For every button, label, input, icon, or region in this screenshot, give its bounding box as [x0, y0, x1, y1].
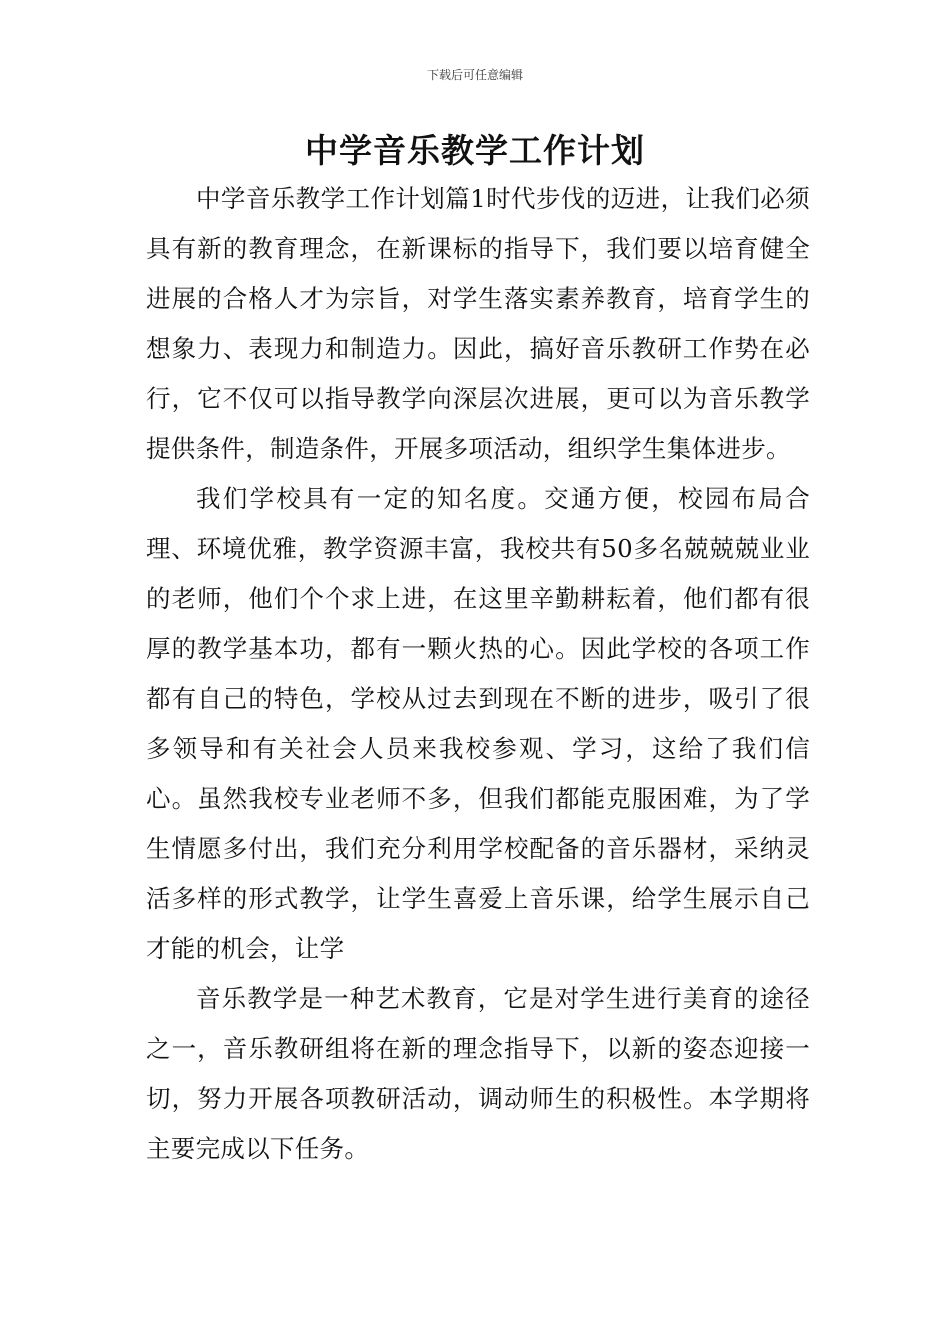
paragraph-2: 我们学校具有一定的知名度。交通方便，校园布局合理、环境优雅，教学资源丰富，我校共有50多名兢兢兢业业的老师，他们个个求上进，在这里辛勤耕耘着，他们都有很厚的教学基本功，都有一颗火热的心。因此学校的各项工作都有自己的特色，学校从过去到现在不断的进步，吸引了很多领导和有关社会人员来我校参观、学习，这给了我们信心。虽然我校专业老师不多，但我们都能克服困难，为了学生情愿多付出，我们充分利用学校配备的音乐器材，采纳灵活多样的形式教学，让学生喜爱上音乐课，给学生展示自己才能的机会，让学	[146, 484, 810, 963]
document-title: 中学音乐教学工作计划	[305, 131, 645, 170]
page-header-note: 下载后可任意编辑	[426, 68, 523, 82]
paragraph-1: 中学音乐教学工作计划篇1时代步伐的迈进，让我们必须具有新的教育理念，在新课标的指导下，我们要以培育健全进展的合格人才为宗旨，对学生落实素养教育，培育学生的想象力、表现力和制造力。因此，搞好音乐教研工作势在必行，它不仅可以指导教学向深层次进展，更可以为音乐教学提供条件，制造条件，开展多项活动，组织学生集体进步。	[146, 184, 810, 463]
paragraph-3: 音乐教学是一种艺术教育，它是对学生进行美育的途径之一，音乐教研组将在新的理念指导下，以新的姿态迎接一切，努力开展各项教研活动，调动师生的积极性。本学期将主要完成以下任务。	[146, 984, 810, 1163]
document-body	[146, 174, 810, 1174]
